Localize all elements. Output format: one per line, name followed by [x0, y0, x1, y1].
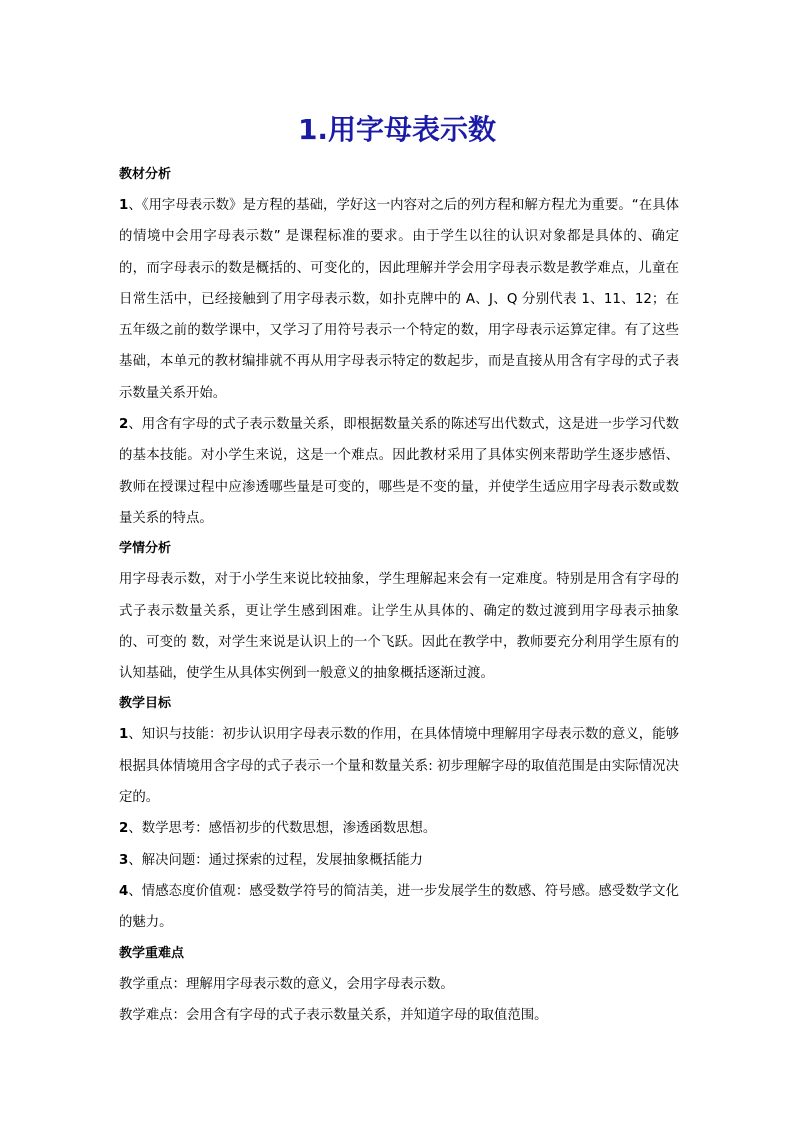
paragraph	[119, 813, 679, 844]
paragraph-text: 教学重点：理解用字母表示数的意义，会用字母表示数。	[119, 976, 454, 992]
paragraph	[119, 969, 679, 1000]
paragraph-text: 、数学思考：感悟初步的代数思想，渗透函数思想。	[128, 821, 437, 837]
paragraph	[119, 719, 679, 813]
paragraph-text: 、用含有字母的式子表示数量关系，即根据数量关系的陈述写出代数式，这是进一步学习代数的基本技能。对小学生来说，这是一个难点。因此教材采用了具体实例来帮助学生逐步感悟、教师在授课过程中应渗透哪些量是可变的，哪些是不变的量，并使学生适应用字母表示数或数量关系的特点。	[119, 417, 679, 526]
item-number: 1	[119, 198, 129, 213]
paragraph	[119, 409, 679, 534]
item-number: 1	[119, 727, 129, 743]
section-heading: 教学目标	[119, 696, 172, 712]
paragraph-text: 、《用字母表示数》是方程的基础，学好这一内容对之后的列方程和解方程尤为重要。“在具体的情境中会用字母表示数” 是课程标准的要求。由于学生以往的认识对象都是具体的、确定的，而字母表示的数是概括的、可变化的，因此理解并学会用字母表示数是教学难点，儿童在日常生活中，已经接触到了用字母表示数，如扑克牌中的 A、J、Q 分别代表 1、11、12；在五年级之前的数学课中，又学习了用符号表示一个特定的数，用字母表示运算定律。有了这些基础，本单元的教材编排就不再从用字母表示特定的数起步，而是直接从用含有字母的式子表示数量关系开始。	[119, 198, 679, 401]
paragraph-text: 、解决问题：通过探索的过程，发展抽象概括能力	[128, 852, 423, 868]
section-heading: 教学重难点	[119, 945, 185, 961]
paragraph	[119, 190, 679, 409]
section-heading: 教材分析	[119, 167, 172, 182]
item-number: 2	[119, 417, 129, 433]
paragraph	[119, 876, 679, 939]
item-number: 3	[119, 852, 129, 868]
document-body	[119, 160, 679, 1031]
paragraph	[119, 845, 679, 876]
paragraph-text: 教学难点：会用含有字母的式子表示数量关系，并知道字母的取值范围。	[119, 1007, 548, 1023]
paragraph	[119, 564, 679, 689]
paragraph	[119, 1000, 679, 1031]
section-heading: 学情分析	[119, 541, 172, 557]
paragraph-text: 用字母表示数，对于小学生来说比较抽象，学生理解起来会有一定难度。特别是用含有字母的式子表示数量关系，更让学生感到困难。让学生从具体的、确定的数过渡到用字母表示抽象的、可变的 数，对学生来说是认识上的一个飞跃。因此在教学中，教师要充分利用学生原有的认知基础，使学生从具体实例到一般意义的抽象概括逐渐过渡。	[119, 572, 679, 682]
paragraph-text: 、知识与技能：初步认识用字母表示数的作用，在具体情境中理解用字母表示数的意义，能够根据具体情境用含字母的式子表示一个量和数量关系: 初步理解字母的取值范围是由实际情况决定的。	[119, 727, 679, 806]
item-number: 4	[119, 883, 129, 899]
paragraph-text: 、情感态度价值观：感受数学符号的简洁美，进一步发展学生的数感、符号感。感受数学文化的魅力。	[119, 883, 679, 931]
item-number: 2	[119, 821, 129, 837]
page-title: 1.用字母表示数	[297, 113, 497, 146]
